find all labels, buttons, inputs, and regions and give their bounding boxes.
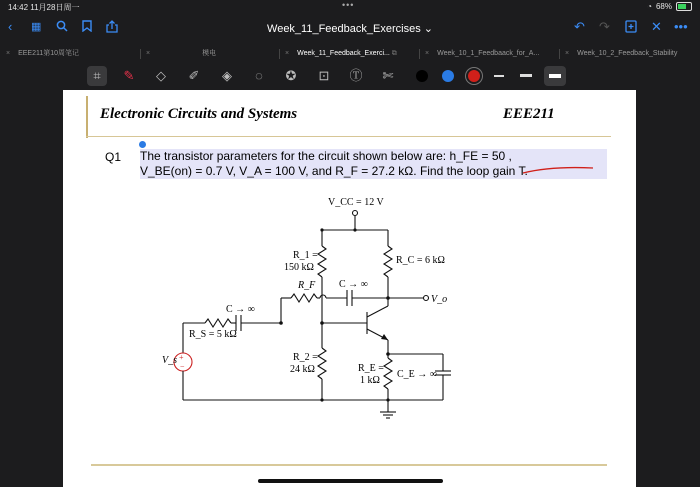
label-vs: V_s xyxy=(162,355,177,366)
status-time: 14:42 11月28日周一 xyxy=(8,3,80,12)
tab-notes[interactable]: × EEE211第10周笔记 xyxy=(6,50,80,57)
stroke-thick[interactable] xyxy=(544,66,566,86)
camera-icon[interactable]: ⊡ xyxy=(318,68,330,83)
add-page-icon[interactable] xyxy=(625,20,637,36)
label-rf: R_F xyxy=(298,280,316,291)
home-indicator[interactable] xyxy=(258,479,443,483)
label-rs: R_S = 5 kΩ xyxy=(189,329,237,340)
label-c1: C → ∞ xyxy=(339,279,368,290)
question-line-1: The transistor parameters for the circuit shown below are: h_FE = 50 , xyxy=(140,149,512,163)
document-page[interactable] xyxy=(63,90,636,487)
header-rule xyxy=(86,136,611,137)
question-line-2: V_BE(on) = 0.7 V, V_A = 100 V, and R_F = 27.2 kΩ. Find the loop gain T. xyxy=(140,164,528,178)
red-underline-annotation xyxy=(521,164,596,176)
course-title: Electronic Circuits and Systems xyxy=(100,106,298,122)
label-vo: V_o xyxy=(431,294,448,305)
sticker-icon[interactable]: ✪ xyxy=(285,68,297,83)
color-blue[interactable] xyxy=(442,70,454,82)
selection-handle[interactable] xyxy=(139,141,146,148)
label-re: R_E = xyxy=(358,363,384,374)
color-black[interactable] xyxy=(416,70,428,82)
tab-week11[interactable]: × Week_11_Feedback_Exerci... ⧉ xyxy=(285,50,397,57)
more-icon[interactable]: ••• xyxy=(674,19,688,34)
label-r1: R_1 = xyxy=(293,250,318,261)
image-icon[interactable]: ✄ xyxy=(382,68,394,83)
tab-close-icon[interactable]: × xyxy=(425,50,430,57)
text-icon[interactable]: Ⓣ xyxy=(349,68,363,83)
tab-close-icon[interactable]: × xyxy=(565,50,570,57)
back-icon[interactable]: ‹ xyxy=(8,19,13,34)
question-number: Q1 xyxy=(105,150,122,164)
grid-icon[interactable]: ▦ xyxy=(31,21,42,33)
split-view-icon[interactable]: ⧉ xyxy=(391,50,397,57)
tab-week10-1[interactable]: × Week_10_1_Feedbaack_for_A... xyxy=(425,50,540,57)
shapes-icon[interactable]: ◈ xyxy=(222,68,232,83)
svg-text:+: + xyxy=(179,353,184,362)
highlighter-icon[interactable]: ✐ xyxy=(188,68,200,83)
tab-analog[interactable]: × 模电 xyxy=(146,50,217,57)
label-r1-value: 150 kΩ xyxy=(284,262,314,273)
stroke-thin[interactable] xyxy=(494,75,504,77)
eraser-icon[interactable]: ◇ xyxy=(156,68,166,83)
document-title[interactable]: Week_11_Feedback_Exercises ⌄ xyxy=(267,23,433,35)
close-icon[interactable]: ✕ xyxy=(651,19,662,34)
stroke-medium[interactable] xyxy=(520,74,532,77)
label-ce: C_E → ∞ xyxy=(397,369,437,380)
tab-close-icon[interactable]: × xyxy=(285,50,290,57)
wifi-icon: ◔ xyxy=(647,2,652,11)
battery-icon xyxy=(676,2,692,11)
battery-label: 68% xyxy=(655,2,672,11)
color-red[interactable] xyxy=(468,70,480,82)
lasso-icon[interactable]: ⌗ xyxy=(87,66,107,86)
footer-rule xyxy=(91,464,607,466)
circuit-diagram xyxy=(143,190,473,430)
multitasking-dots[interactable]: ••• xyxy=(342,0,355,10)
undo-icon[interactable]: ↶ xyxy=(574,19,585,34)
label-r2: R_2 = xyxy=(293,352,318,363)
redo-icon[interactable]: ↷ xyxy=(599,19,610,34)
course-code: EEE211 xyxy=(503,106,555,122)
label-r2-value: 24 kΩ xyxy=(290,364,315,375)
pen-icon[interactable]: ✎ xyxy=(123,68,135,83)
label-vcc: V_CC = 12 V xyxy=(328,197,384,208)
label-rc: R_C = 6 kΩ xyxy=(396,255,445,266)
tab-close-icon[interactable]: × xyxy=(146,50,151,57)
header-accent-bar xyxy=(86,96,88,138)
tab-close-icon[interactable]: × xyxy=(6,50,11,57)
svg-text:−: − xyxy=(180,362,185,371)
label-re-value: 1 kΩ xyxy=(360,375,380,386)
tab-week10-2[interactable]: × Week_10_2_Feedback_Stability xyxy=(565,50,678,57)
label-c2: C → ∞ xyxy=(226,304,255,315)
status-bar xyxy=(0,0,700,14)
lasso-select-icon[interactable]: ◌ xyxy=(255,68,263,83)
